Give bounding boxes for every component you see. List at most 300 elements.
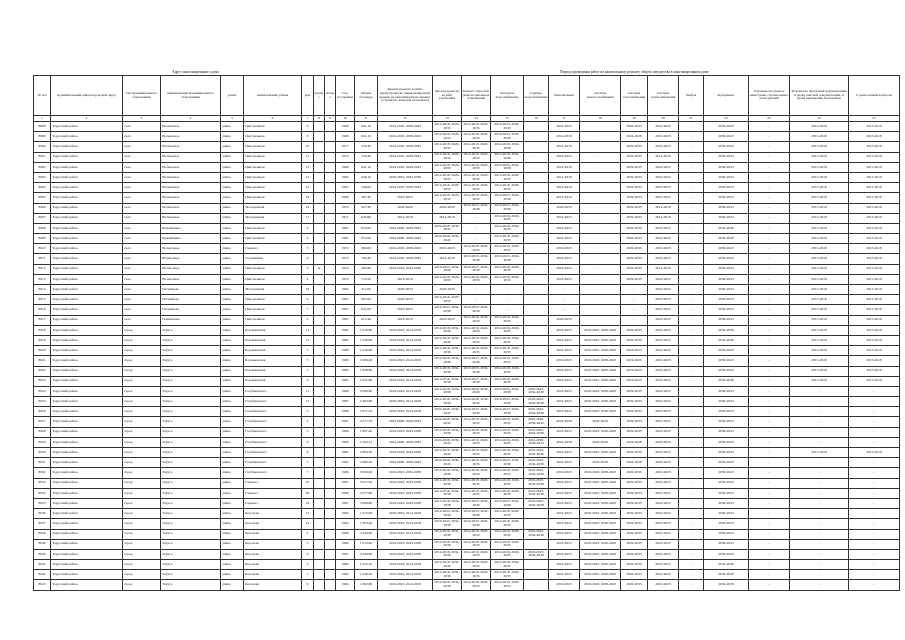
table-cell: -: [749, 356, 790, 366]
table-cell: 2019-2023, 2039-2043: [580, 498, 621, 508]
table-cell: Вознесенье: [161, 254, 221, 264]
table-cell: 2034-2038: [704, 560, 749, 570]
table-cell: -: [679, 498, 704, 508]
table-cell: улица: [221, 407, 244, 417]
table-cell: -: [849, 407, 900, 417]
table-cell: [325, 223, 336, 233]
table-cell: 2019-2023: [549, 234, 580, 244]
column-number-9: 9: [325, 116, 336, 122]
table-cell: 2019-2023: [549, 509, 580, 519]
table-cell: 2019-2023, 2034-2038: [524, 478, 549, 488]
table-cell: село: [123, 183, 161, 193]
table-row: [34, 213, 900, 223]
table-cell: -: [749, 223, 790, 233]
table-cell: Таруса: [161, 397, 221, 407]
table-cell: город: [123, 468, 161, 478]
table-cell: 312,00: [355, 285, 378, 295]
table-cell: 2019-2023: [648, 234, 679, 244]
column-number-18: 18: [580, 116, 621, 122]
table-cell: [314, 488, 325, 498]
table-cell: 2029-2033: [621, 549, 648, 559]
table-cell: 2015-2018: [790, 193, 849, 203]
table-cell: [314, 203, 325, 213]
table-cell: город: [123, 458, 161, 468]
table-cell: -: [679, 468, 704, 478]
table-cell: -: [621, 305, 648, 315]
table-cell: 2024-2028, 2039-2043: [462, 386, 491, 396]
table-cell: 2019-2023, 2034-2038: [378, 539, 433, 549]
table-cell: село: [123, 172, 161, 182]
table-cell: 1979: [336, 152, 355, 162]
table-cell: -: [749, 519, 790, 529]
table-cell: 2014-2018, 2024-2028: [462, 325, 491, 335]
table-cell: 2015-2018: [849, 264, 900, 274]
table-cell: [325, 560, 336, 570]
table-cell: 2014-2018, 2034-2038: [433, 366, 462, 376]
table-cell: 2019-2023: [648, 346, 679, 356]
table-cell: 2014-2018, 2029-2033: [491, 234, 524, 244]
table-cell: [325, 274, 336, 284]
table-cell: -: [790, 468, 849, 478]
table-cell: Таруса: [161, 458, 221, 468]
table-cell: 1984: [336, 580, 355, 590]
table-cell: 2014-2018, 2029-2033: [462, 549, 491, 559]
table-cell: -: [749, 346, 790, 356]
table-cell: 2034-2038: [704, 234, 749, 244]
table-cell: 2039-2043: [704, 346, 749, 356]
table-cell: 3: [302, 407, 314, 417]
table-cell: 2014-2018, 2029-2033: [491, 437, 524, 447]
table-cell: 3: [302, 346, 314, 356]
table-cell: 2029-2033: [621, 488, 648, 498]
table-cell: 2029-2033: [621, 509, 648, 519]
table-cell: -: [679, 560, 704, 570]
table-cell: [314, 346, 325, 356]
table-cell: 2015-2018: [849, 152, 900, 162]
table-cell: 1980: [336, 346, 355, 356]
table-row: [34, 376, 900, 386]
column-header-6: наименование улицы: [244, 76, 302, 116]
table-cell: 1986: [336, 468, 355, 478]
table-cell: 2019-2023: [648, 366, 679, 376]
table-cell: 3 077,60: [355, 488, 378, 498]
table-cell: 10: [302, 478, 314, 488]
table-cell: 2014-2018: [549, 142, 580, 152]
table-cell: 2014-2018, 2029-2033: [433, 183, 462, 193]
table-cell: -: [524, 223, 549, 233]
table-cell: [314, 172, 325, 182]
column-header-13: Фасады (ремонт и (или) утепление): [433, 76, 462, 116]
table-cell: -: [580, 223, 621, 233]
table-cell: -: [580, 142, 621, 152]
table-cell: 2024-2028, 2039-2043: [433, 458, 462, 468]
table-row: [34, 458, 900, 468]
table-cell: 2014-2018: [549, 193, 580, 203]
table-cell: 2019-2023: [648, 325, 679, 335]
table-cell: -: [749, 152, 790, 162]
table-cell: Тарусский район: [51, 488, 123, 498]
table-cell: 2015-2018: [849, 356, 900, 366]
table-cell: 2019-2023: [549, 519, 580, 529]
column-number-23: 23: [749, 116, 790, 122]
table-cell: 2019-2023, 2034-2038: [378, 498, 433, 508]
table-cell: улица: [221, 366, 244, 376]
table-cell: 2029-2033: [621, 397, 648, 407]
table-row: [34, 285, 900, 295]
table-cell: [325, 172, 336, 182]
table-cell: 2014-2018, 2029-2033: [491, 172, 524, 182]
table-cell: -: [679, 488, 704, 498]
table-cell: 2014-2018, 2029-2033: [491, 376, 524, 386]
table-cell: -: [524, 285, 549, 295]
table-cell: 14: [302, 172, 314, 182]
table-cell: Тарусский район: [51, 142, 123, 152]
table-cell: 2014-2018, 2034-2038: [433, 335, 462, 345]
table-cell: 2029-2033: [621, 254, 648, 264]
table-cell: [314, 539, 325, 549]
table-cell: -: [679, 397, 704, 407]
table-cell: 6: [302, 254, 314, 264]
table-cell: 2019-2023: [648, 132, 679, 142]
table-cell: 2014-2018, 2029-2033: [462, 162, 491, 172]
table-cell: 2019-2023: [549, 427, 580, 437]
table-cell: -: [679, 529, 704, 539]
table-cell: 516,30: [355, 152, 378, 162]
table-cell: 2039-2043: [704, 498, 749, 508]
table-cell: 2014-2018, 2029-2033: [462, 244, 491, 254]
table-cell: 2014-2018, 2029-2033: [462, 335, 491, 345]
table-cell: -: [462, 285, 491, 295]
table-cell: 1991: [336, 417, 355, 427]
table-cell: [314, 519, 325, 529]
table-row: [34, 570, 900, 580]
table-cell: 2014-2018: [549, 183, 580, 193]
table-cell: 8: [302, 132, 314, 142]
table-cell: [314, 132, 325, 142]
table-cell: 2024-2028, 2039-2043: [378, 234, 433, 244]
table-cell: 2014-2018, 2034-2038: [433, 549, 462, 559]
table-cell: 2014-2018, 2029-2033: [491, 264, 524, 274]
table-cell: -: [679, 234, 704, 244]
table-cell: 2039-2043: [704, 264, 749, 274]
table-row: [34, 172, 900, 182]
table-cell: 3 239,80: [355, 529, 378, 539]
table-cell: 2014-2018, 2029-2033: [491, 570, 524, 580]
table-cell: 2014-2018, 2029-2033: [491, 488, 524, 498]
table-cell: 2024-2028, 2039-2043: [433, 234, 462, 244]
table-cell: -: [790, 458, 849, 468]
table-cell: 8904: [34, 183, 51, 193]
table-cell: город: [123, 560, 161, 570]
table-cell: [325, 448, 336, 458]
table-cell: 13: [302, 162, 314, 172]
table-cell: -: [524, 183, 549, 193]
table-cell: 8934: [34, 488, 51, 498]
table-cell: Тарусский район: [51, 122, 123, 132]
table-cell: улица: [221, 183, 244, 193]
table-cell: 1968: [336, 132, 355, 142]
table-cell: 2014-2018, 2029-2033: [491, 427, 524, 437]
table-cell: Тарусский район: [51, 305, 123, 315]
table-cell: [325, 193, 336, 203]
table-cell: 2039-2043: [704, 366, 749, 376]
table-cell: 2014-2018, 2029-2033: [491, 529, 524, 539]
table-cell: 2019-2023, 2034-2038: [462, 498, 491, 508]
table-row: [34, 183, 900, 193]
table-cell: 2014-2018, 2039-2043: [378, 152, 433, 162]
table-cell: 3 162,12: [355, 437, 378, 447]
table-cell: -: [679, 264, 704, 274]
table-cell: 8902: [34, 162, 51, 172]
table-cell: -: [524, 274, 549, 284]
table-cell: Волковское: [161, 172, 221, 182]
table-cell: 2039-2043: [704, 285, 749, 295]
table-cell: 2015-2018: [849, 234, 900, 244]
table-cell: 2024-2028, 2039-2043: [433, 417, 462, 427]
table-cell: улица: [221, 386, 244, 396]
table-cell: 19: [302, 203, 314, 213]
table-cell: [314, 122, 325, 132]
table-cell: улица: [221, 539, 244, 549]
table-cell: 714,50: [355, 274, 378, 284]
table-cell: 11: [302, 152, 314, 162]
table-cell: -: [679, 285, 704, 295]
table-cell: 1 026,00: [355, 335, 378, 345]
table-cell: 8937: [34, 519, 51, 529]
table-cell: -: [524, 570, 549, 580]
table-cell: город: [123, 366, 161, 376]
table-cell: Боровковская: [244, 346, 302, 356]
table-cell: Тарусский район: [51, 254, 123, 264]
table-cell: 2019-2023, 2034-2038: [524, 498, 549, 508]
table-cell: 2019-2023: [549, 458, 580, 468]
table-cell: 1970: [336, 203, 355, 213]
header-row: [34, 76, 900, 116]
table-cell: 2019-2023: [549, 122, 580, 132]
table-cell: 2014-2018, 2029-2033: [491, 549, 524, 559]
table-cell: улица: [221, 305, 244, 315]
table-cell: Тарусский район: [51, 162, 123, 172]
table-cell: Тарусский район: [51, 437, 123, 447]
table-cell: 2039-2043: [704, 162, 749, 172]
table-cell: Центральная: [244, 315, 302, 325]
table-cell: [314, 397, 325, 407]
table-cell: 2019-2023: [549, 254, 580, 264]
table-cell: -: [749, 570, 790, 580]
table-cell: 2029-2033: [621, 264, 648, 274]
table-cell: 2015-2018: [849, 305, 900, 315]
table-row: [34, 519, 900, 529]
table-cell: 1987: [336, 315, 355, 325]
table-cell: [314, 356, 325, 366]
table-cell: -: [524, 244, 549, 254]
table-cell: 2019-2023, 2039-2043: [580, 519, 621, 529]
column-number-14: 14: [462, 116, 491, 122]
table-cell: 2019-2023: [549, 264, 580, 274]
table-cell: 2014-2018: [549, 162, 580, 172]
table-cell: город: [123, 509, 161, 519]
table-cell: 2014-2018, 2034-2038: [433, 376, 462, 386]
table-cell: -: [749, 122, 790, 132]
table-cell: 4 277,70: [355, 417, 378, 427]
table-cell: -: [749, 142, 790, 152]
table-cell: [325, 132, 336, 142]
table-row: [34, 417, 900, 427]
table-cell: 2019-2023: [549, 488, 580, 498]
table-cell: -: [524, 539, 549, 549]
table-cell: 11: [302, 325, 314, 335]
table-cell: 641,10: [355, 132, 378, 142]
table-cell: -: [679, 223, 704, 233]
table-cell: 16: [302, 193, 314, 203]
table-cell: улица: [221, 437, 244, 447]
table-cell: 2014-2018, 2029-2033: [491, 356, 524, 366]
column-header-2: муниципальный район/городской округ: [51, 76, 123, 116]
table-cell: 2024-2028: [580, 458, 621, 468]
table-cell: -: [679, 539, 704, 549]
table-cell: -: [749, 335, 790, 345]
table-cell: Голубковского: [244, 458, 302, 468]
table-cell: -: [749, 448, 790, 458]
table-cell: 2015-2018: [790, 234, 849, 244]
table-cell: -: [679, 315, 704, 325]
table-cell: 1994: [336, 519, 355, 529]
table-cell: 2019-2023, 2034-2038: [524, 397, 549, 407]
table-cell: село: [123, 254, 161, 264]
table-cell: 2014-2018, 2029-2033: [462, 488, 491, 498]
table-cell: 2019-2023, 2014-2018: [378, 407, 433, 417]
table-cell: 2019-2023: [648, 376, 679, 386]
table-cell: 2015-2018: [790, 254, 849, 264]
table-cell: 2039-2043: [704, 488, 749, 498]
scan-speck: ·: [508, 15, 510, 20]
table-cell: Тарусский район: [51, 203, 123, 213]
table-cell: улица: [221, 203, 244, 213]
table-cell: 2 666,40: [355, 458, 378, 468]
table-cell: Боровковская: [244, 325, 302, 335]
table-cell: улица: [221, 397, 244, 407]
table-cell: 2019-2023, 2034-2038: [378, 172, 433, 182]
table-cell: 784,30: [355, 254, 378, 264]
table-cell: 2015-2018: [849, 223, 900, 233]
table-cell: [314, 152, 325, 162]
table-cell: 2039-2043: [704, 152, 749, 162]
table-cell: -: [621, 315, 648, 325]
table-cell: 1977: [336, 142, 355, 152]
table-cell: 1964: [336, 285, 355, 295]
table-cell: -: [849, 417, 900, 427]
table-cell: -: [621, 295, 648, 305]
table-cell: 2014-2018: [549, 172, 580, 182]
table-cell: 2014-2018, 2029-2033: [462, 560, 491, 570]
table-cell: -: [749, 285, 790, 295]
table-cell: улица: [221, 549, 244, 559]
table-cell: 1980: [336, 356, 355, 366]
table-cell: 2019-2023: [648, 570, 679, 580]
table-cell: 2019-2023, 2034-2038: [491, 203, 524, 213]
table-cell: 22: [302, 498, 314, 508]
column-header-9: литера: [325, 76, 336, 116]
table-cell: Таруса: [161, 356, 221, 366]
table-cell: 2039-2043: [704, 519, 749, 529]
table-cell: 2019-2023: [648, 172, 679, 182]
table-cell: город: [123, 397, 161, 407]
table-cell: 2014-2018, 2029-2033: [491, 213, 524, 223]
table-cell: 2019-2023, 2039-2043: [580, 509, 621, 519]
table-cell: село: [123, 142, 161, 152]
table-cell: 1988: [336, 529, 355, 539]
table-cell: 2024-2028, 2039-2043: [433, 223, 462, 233]
table-cell: 2 884,50: [355, 448, 378, 458]
table-cell: 2029-2033: [621, 519, 648, 529]
table-cell: -: [580, 172, 621, 182]
table-cell: 1988: [336, 488, 355, 498]
table-cell: -: [790, 397, 849, 407]
table-cell: Королева: [244, 539, 302, 549]
table-cell: Таруса: [161, 448, 221, 458]
table-cell: Центральная: [244, 234, 302, 244]
table-cell: 2014-2018, 2029-2033: [491, 346, 524, 356]
column-number-3: 3: [123, 116, 161, 122]
table-row: [34, 580, 900, 590]
table-cell: город: [123, 539, 161, 549]
table-cell: Боровковская: [244, 366, 302, 376]
table-cell: 2015-2018: [790, 223, 849, 233]
scan-speck: ·: [736, 16, 738, 21]
table-cell: 2015-2018: [849, 244, 900, 254]
table-cell: 2014-2018, 2029-2033: [491, 244, 524, 254]
table-cell: [325, 122, 336, 132]
table-cell: 2019-2023: [378, 193, 433, 203]
table-cell: 2024-2028: [580, 417, 621, 427]
table-cell: -: [849, 397, 900, 407]
table-cell: [314, 468, 325, 478]
table-cell: 8929: [34, 437, 51, 447]
table-cell: 1973: [336, 254, 355, 264]
table-cell: улица: [221, 274, 244, 284]
table-cell: 2024-2028: [433, 203, 462, 213]
table-cell: 2014-2018, 2029-2033: [462, 172, 491, 182]
table-cell: 2019-2023: [648, 295, 679, 305]
table-cell: 2015-2018: [849, 183, 900, 193]
table-cell: -: [749, 397, 790, 407]
table-cell: 2039-2043: [704, 539, 749, 549]
table-cell: -: [462, 234, 491, 244]
table-cell: -: [679, 132, 704, 142]
table-cell: Голубковского: [244, 468, 302, 478]
table-cell: 360,00: [355, 244, 378, 254]
column-number-1: 1: [34, 116, 51, 122]
table-cell: 2034-2038: [704, 223, 749, 233]
table-cell: -: [679, 325, 704, 335]
table-cell: 2019-2023, 2034-2038: [491, 407, 524, 417]
table-cell: -: [749, 539, 790, 549]
table-cell: -: [679, 570, 704, 580]
table-cell: 12: [302, 335, 314, 345]
table-cell: 8943: [34, 580, 51, 590]
table-cell: Таруса: [161, 488, 221, 498]
table-cell: Таруса: [161, 498, 221, 508]
table-cell: -: [679, 305, 704, 315]
table-cell: город: [123, 448, 161, 458]
table-cell: 2029-2033: [621, 172, 648, 182]
table-cell: 14: [302, 519, 314, 529]
table-cell: 3: [302, 244, 314, 254]
table-cell: [325, 458, 336, 468]
table-cell: 2019-2023, 2034-2038: [491, 386, 524, 396]
table-cell: -: [679, 376, 704, 386]
table-cell: 2019-2023: [648, 397, 679, 407]
